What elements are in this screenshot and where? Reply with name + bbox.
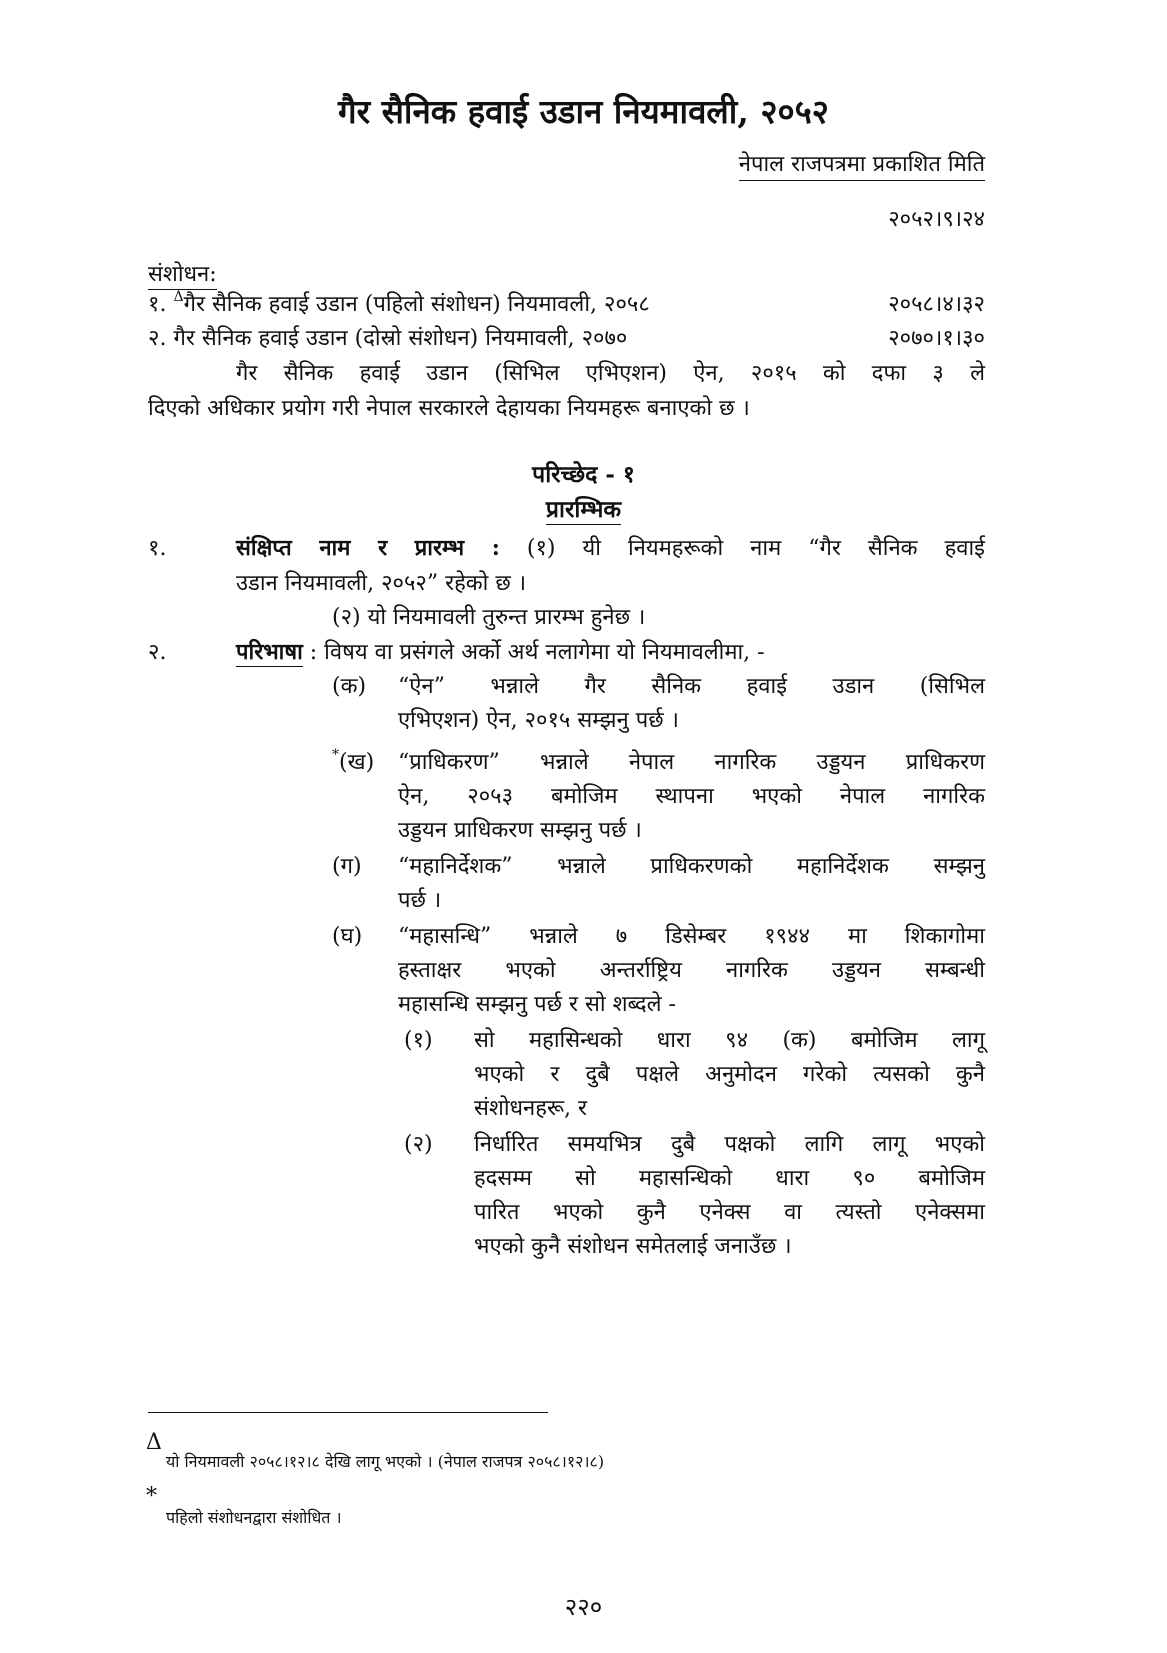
footnote-divider [148,1412,548,1413]
subclause-line: भएको र दुबै पक्षले अनुमोदन गरेको त्यसको कुनै [474,1062,985,1087]
preamble-line: दिएको अधिकार प्रयोग गरी नेपाल सरकारले देहायका नियमहरू बनाएको छ । [148,396,750,421]
clause-line: महासन्धि सम्झनु पर्छ र सो शब्दले - [398,992,676,1017]
amendment-number: २. [148,326,167,351]
gazette-date: २०५२।९।२४ [888,207,985,232]
rule-1-line: उडान नियमावली, २०५२” रहेको छ । [236,571,527,596]
clause-line: एभिएशन) ऐन, २०१५ सम्झनु पर्छ । [398,708,680,733]
subclause-line: निर्धारित समयभित्र दुबै पक्षको लागि लागू भएको [474,1132,985,1157]
page-number: २२० [564,1593,603,1621]
amendment-title: गैर सैनिक हवाई उडान (पहिलो संशोधन) नियमावली, २०५८ [183,292,650,317]
amendment-item [148,288,650,318]
rule-1-subrule: (२) यो नियमावली तुरुन्त प्रारम्भ हुनेछ । [332,605,646,630]
footnote-text: पहिलो संशोधनद्वारा संशोधित । [166,1508,342,1527]
subclause-label: (२) [404,1132,433,1157]
delta-footnote-mark: Δ [173,289,184,305]
rule-2-line [236,636,765,666]
clause-label-text: (ख) [339,750,375,775]
subclause-line: संशोधनहरू, र [474,1096,588,1121]
asterisk-footnote-mark: * [332,747,339,763]
clause-label: (ग) [332,854,362,879]
clause-label [332,746,374,776]
amendment-item [148,322,627,352]
rule-1-line [236,532,985,562]
clause-label: (क) [332,674,367,699]
document-title: गैर सैनिक हवाई उडान नियमावली, २०५२ [338,92,829,131]
clause-line: पर्छ । [398,888,442,913]
clause-line: “ऐन” भन्नाले गैर सैनिक हवाई उडान (सिभिल [398,674,985,699]
amendment-number: १. [148,292,167,317]
chapter-name-text: प्रारम्भिक [545,496,622,523]
rule-2-heading: परिभाषा [236,639,303,665]
footnote-mark: * [146,1484,157,1509]
subclause-line: पारित भएको कुनै एनेक्स वा त्यस्तो एनेक्समा [474,1200,985,1225]
rule-1-heading: संक्षिप्त नाम र प्रारम्भ : [236,535,500,561]
chapter-name [0,492,1167,524]
amendment-date: २०५८।४।३२ [888,292,985,317]
gazette-label: नेपाल राजपत्रमा प्रकाशित मिति [739,148,985,181]
rule-number: १. [148,536,167,561]
clause-line: ऐन, २०५३ बमोजिम स्थापना भएको नेपाल नागरिक [398,784,985,809]
rule-number: २. [148,640,167,665]
rule-1-text: (१) यी नियमहरूको नाम “गैर सैनिक हवाई [526,536,985,561]
clause-line: हस्ताक्षर भएको अन्तर्राष्ट्रिय नागरिक उड्डयन सम्बन्धी [398,958,985,983]
amendments-heading: संशोधन: [148,258,217,290]
subclause-line: हदसम्म सो महासन्धिको धारा ९० बमोजिम [474,1166,985,1191]
amendment-date: २०७०।१।३० [888,326,985,351]
subclause-line: सो महासिन्धको धारा ९४ (क) बमोजिम लागू [474,1028,985,1053]
subclause-label: (१) [404,1028,433,1053]
clause-line: “महासन्धि” भन्नाले ७ डिसेम्बर १९४४ मा शिकागोमा [398,924,985,949]
rule-2-intro: : विषय वा प्रसंगले अर्को अर्थ नलागेमा यो नियमावलीमा, - [309,640,765,665]
preamble-line: गैर सैनिक हवाई उडान (सिभिल एभिएशन) ऐन, २०१५ को दफा ३ ले [236,361,985,386]
footnote-mark: Δ [146,1430,162,1455]
subclause-line: भएको कुनै संशोधन समेतलाई जनाउँछ । [474,1234,792,1259]
clause-line: “प्राधिकरण” भन्नाले नेपाल नागरिक उड्डयन प्राधिकरण [398,750,985,775]
clause-line: “महानिर्देशक” भन्नाले प्राधिकरणको महानिर्देशक सम्झनु [398,854,985,879]
chapter-number: परिच्छेद - १ [532,461,635,488]
amendment-title: गैर सैनिक हवाई उडान (दोस्रो संशोधन) नियमावली, २०७० [173,326,628,351]
clause-line: उड्डयन प्राधिकरण सम्झनु पर्छ । [398,818,642,843]
footnote-text: यो नियमावली २०५८।१२।८ देखि लागू भएको । (नेपाल राजपत्र २०५८।१२।८) [166,1452,605,1471]
clause-label: (घ) [332,924,363,949]
